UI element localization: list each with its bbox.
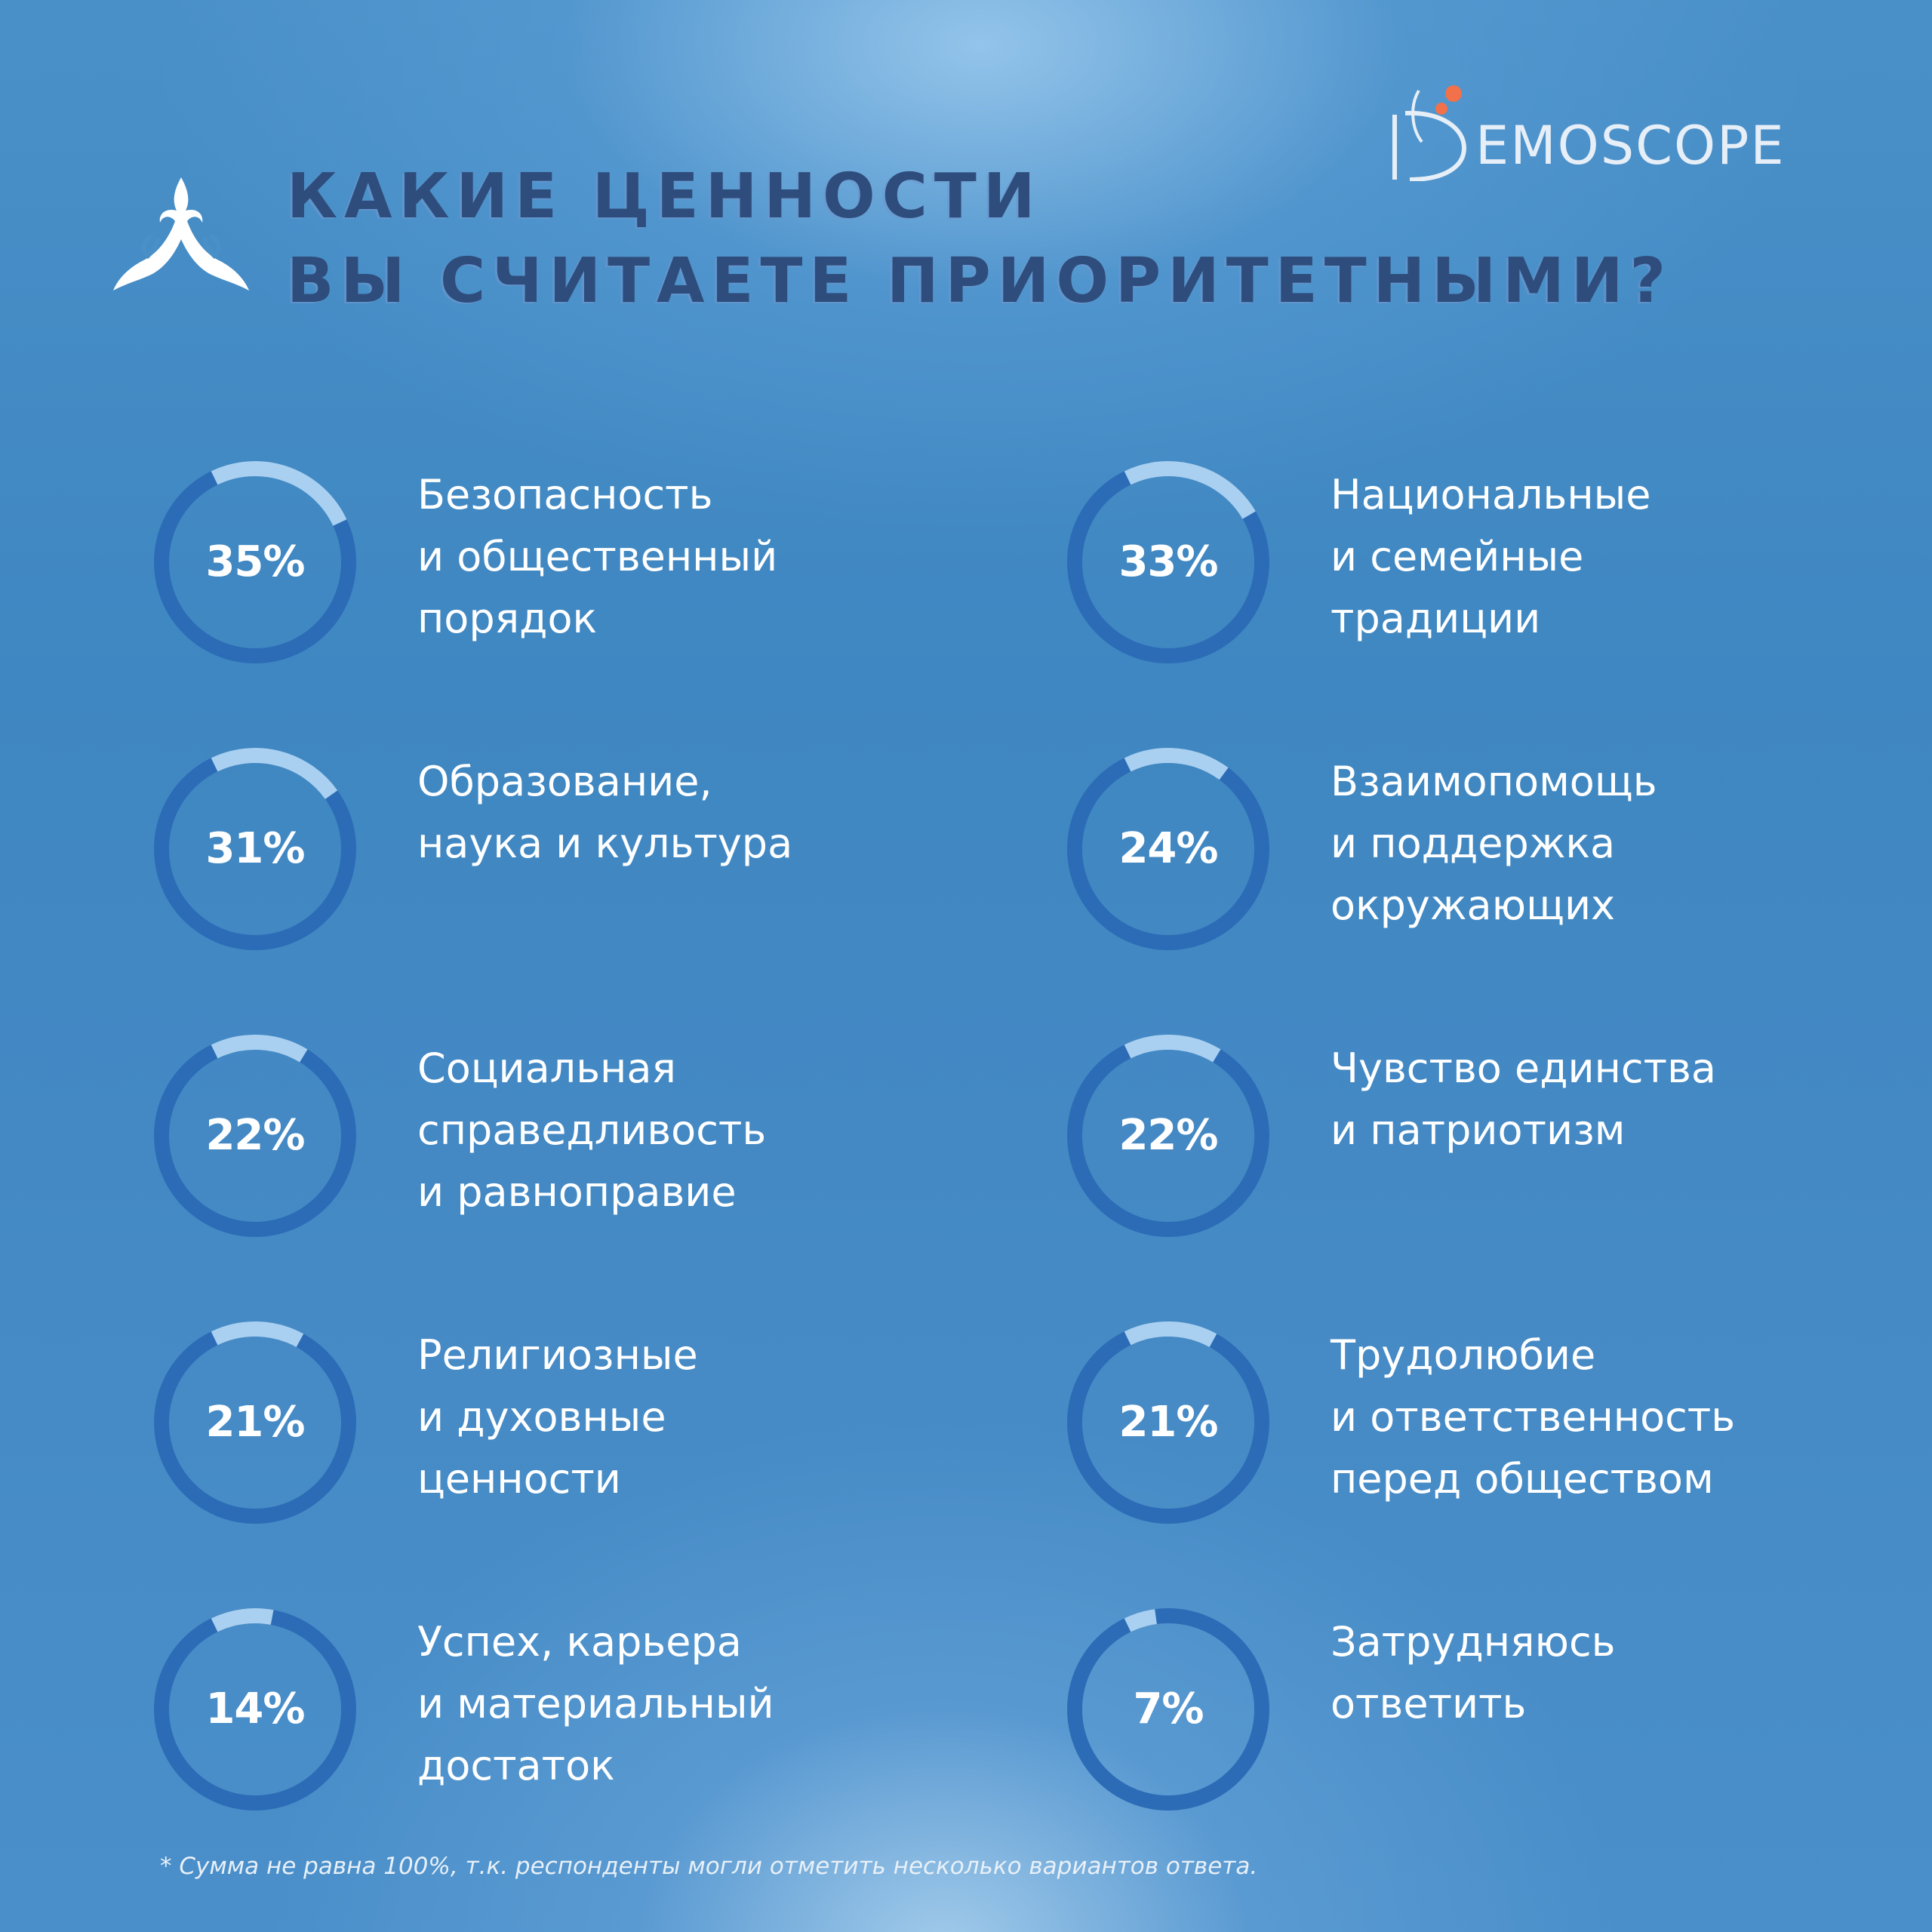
value-item — [1063, 1030, 1893, 1257]
category-label — [417, 1611, 991, 1797]
percent-label: 14% — [205, 1684, 305, 1734]
category-label-line: Религиозные — [417, 1331, 698, 1379]
value-item — [149, 1317, 980, 1543]
category-label — [1331, 464, 1904, 650]
category-label-line: Чувство единства — [1331, 1044, 1716, 1092]
category-label — [1331, 1038, 1904, 1161]
category-label-line: и ответственность — [1331, 1393, 1736, 1441]
category-label-line: Успех, карьера — [417, 1618, 742, 1666]
category-label — [417, 1038, 991, 1223]
category-label-line: достаток — [417, 1742, 615, 1789]
percent-label: 21% — [1118, 1398, 1218, 1447]
category-label-line: и патриотизм — [1331, 1106, 1626, 1154]
category-label-line: Взаимопомощь — [1331, 758, 1657, 805]
category-label-line: ценности — [417, 1455, 621, 1503]
category-label-line: и материальный — [417, 1680, 774, 1727]
category-label-line: и общественный — [417, 533, 778, 580]
category-label-line: справедливость — [417, 1106, 767, 1154]
percent-label: 22% — [1118, 1111, 1218, 1160]
value-item — [1063, 743, 1893, 970]
category-label — [1331, 1324, 1904, 1510]
category-label-line: Образование, — [417, 758, 712, 805]
category-label-line: Социальная — [417, 1044, 676, 1092]
title-line-1: КАКИЕ ЦЕННОСТИ — [287, 161, 1042, 232]
category-label-line: и поддержка — [1331, 820, 1616, 867]
value-item — [149, 1030, 980, 1257]
category-label-line: перед обществом — [1331, 1455, 1714, 1503]
category-label — [417, 1324, 991, 1510]
category-label-line: Безопасность — [417, 471, 713, 518]
category-label-line: Национальные — [1331, 471, 1651, 518]
percent-label: 21% — [205, 1398, 305, 1447]
value-item — [1063, 457, 1893, 683]
category-label-line: Трудолюбие — [1331, 1331, 1596, 1379]
percent-label: 33% — [1118, 537, 1218, 586]
category-label-line: наука и культура — [417, 820, 793, 867]
category-label-line: традиции — [1331, 595, 1541, 642]
value-item — [1063, 1604, 1893, 1830]
footnote: * Сумма не равна 100%, т.к. респонденты могли отметить несколько вариантов ответа. — [160, 1853, 1258, 1880]
value-item — [149, 1604, 980, 1830]
percent-label: 31% — [205, 824, 305, 873]
brand-name: EMOSCOPE — [1475, 115, 1786, 177]
category-label-line: порядок — [417, 595, 598, 642]
category-label-line: Затрудняюсь — [1331, 1618, 1616, 1666]
value-item — [149, 457, 980, 683]
value-item — [149, 743, 980, 970]
category-label — [417, 751, 991, 875]
percent-label: 22% — [205, 1111, 305, 1160]
category-label — [417, 464, 991, 650]
category-label-line: и духовные — [417, 1393, 666, 1441]
category-label — [1331, 751, 1904, 937]
category-label-line: окружающих — [1331, 881, 1615, 929]
percent-label: 24% — [1118, 824, 1218, 873]
percent-label: 7% — [1133, 1684, 1204, 1734]
value-item — [1063, 1317, 1893, 1543]
category-label — [1331, 1611, 1904, 1735]
title-line-2: ВЫ СЧИТАЕТЕ ПРИОРИТЕТНЫМИ? — [287, 245, 1673, 317]
category-label-line: и равноправие — [417, 1168, 737, 1216]
category-label-line: и семейные — [1331, 533, 1584, 580]
percent-label: 35% — [205, 537, 305, 586]
category-label-line: ответить — [1331, 1680, 1527, 1727]
